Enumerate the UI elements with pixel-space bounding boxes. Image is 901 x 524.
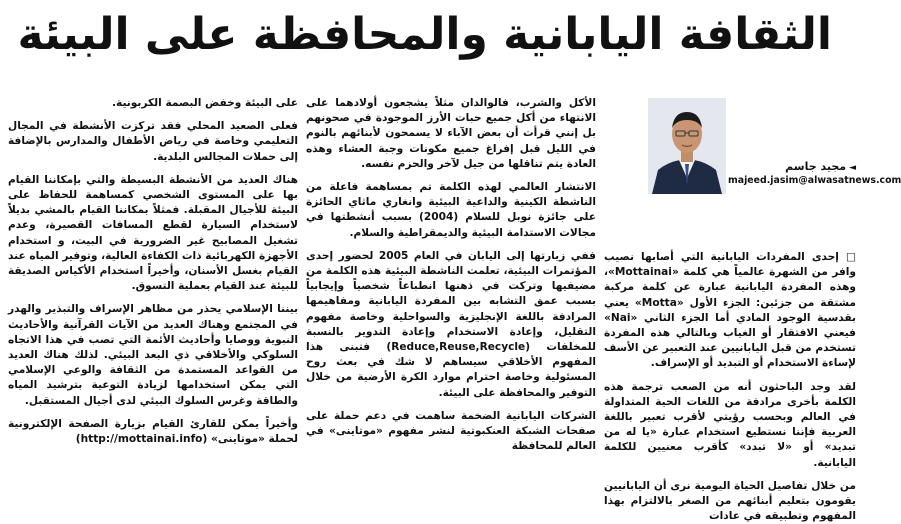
paragraph: هناك العديد من الأنشطة البسيطة والتي بإمكاننا القيام بها على المستوى الشخصي كمساهمة للحفاظ على البيئة للأجيال المقبلة. فمثلاً بمكاننا القيام بالمشي بديلاً لاستخدام السيارة لقطع المسافات القصيرة، وعدم تشغيل المصابيح غير الضرورية في البيت، و استخدام الأجهزة الكهربائية ذات الكفاءة العالية، وتوفير المياه عند القيام بغسل الأسنان، وأخيراً استخدام الأكياس الصديقة للبيئة عند القيام بعملية التسوق.	[8, 173, 298, 293]
author-photo	[648, 98, 726, 194]
article-column-right	[604, 250, 856, 523]
paragraph: □ إحدى المفردات اليابانية التي أصابها نصيب وافر من الشهرة عالمياً هي كلمة «Mottainai»، وهذه المفردة اليابانية عبارة عن كلمة مركبة مشتقة من جزئين: الجزء الأول «Motta» يعني بقدسية الوجود المادي أما الجزء الثاني «Nai» فيعني الافتقار أو الغياب وبالتالي هذه المفردة تستخدم من قبل اليابانيين عند التعبير عن الأسف لإساءة الاستخدام أو التبديد أو الإسراف.	[604, 251, 856, 370]
article-headline: الثقافة اليابانية والمحافظة على البيئة	[17, 9, 832, 60]
author-email[interactable]: majeed.jasim@alwasatnews.com	[728, 175, 901, 186]
article-column-left	[8, 96, 298, 446]
paragraph: ففي زيارتها إلى اليابان في العام 2005 لحضور إحدى المؤتمرات البيئية، تعلمت الناشطة البيئية هذه الكلمة من مضيفيها وتركت في ذهنها انطباعاً شخصياً وإيجابياً بسبب عمق التشابه بين المفردة اليابانية ومفاهيمها المرادفة باللغة الإنجليزية والسواحلية وخاصة مفهوم التقليل، وإعادة الاستخدام وإعادة التدوير بالنسبة للمخلفات (Reduce,Reuse,Recycle) فتبنى هذا المفهوم الأخلاقي سيساهم لا شك في بعث روح المسئولية وخاصة احترام موارد الكرة الأرضية من خلال التوفير والمحافظة على البيئة.	[306, 249, 596, 399]
paragraph: من خلال تفاصيل الحياة اليومية نرى أن اليابانيين يقومون بتعليم أبنائهم من الصغر بالالتزام بهذا المفهوم وتطبيقه في عادات	[604, 479, 856, 523]
bullet-triangle-icon: ◄	[849, 163, 856, 173]
paragraph: الشركات اليابانية الضخمة ساهمت في دعم حملة على صفحات الشبكة العنكبوتية لنشر مفهوم «موتاينى» في العالم للمحافظة	[306, 409, 596, 453]
paragraph: بيننا الإسلامي يحذر من مظاهر الإسراف والتبذير والهدر في المجتمع وهناك العديد من الآيات القرآنية والأحاديث النبوية ووصايا وأحاديث الأئمة التي تصب في هذا الاتجاه السلوكي والأخلاقي ذي البعد البيئي. لذلك هناك العديد من القواعد المستمدة من الثقافة والوعي الإسلامي التي يمكن استخدامها لزيادة التوعية بترشيد المياه والطاقة وغرس السلوك البيئي لدى أجيال المستقبل.	[8, 303, 298, 407]
paragraph: الانتشار العالمي لهذه الكلمة تم بمساهمة فاعلة من الناشطة الكينية والداعية البيئية وانغاري ماثاي الحائزة على جائزة نوبل للسلام (2004) بسبب أنشطتها في مجالات الاستدامة البيئية والديمقراطية والسلام.	[306, 181, 596, 239]
paragraph: فعلى الصعيد المحلي فقد تركزت الأنشطة في المجال التعليمي وخاصة في رياض الأطفال والمدارس بالإضافة إلى حملات المجالس البلدية.	[8, 120, 298, 163]
author-name	[728, 160, 856, 175]
author-box	[646, 98, 901, 248]
author-name-text: مجيد جاسم	[785, 160, 847, 173]
paragraph: لقد وجد الباحثون أنه من الصعب ترجمة هذه الكلمة بأخرى مرادفة من اللغات الحية المتداولة في العالم وبحسب رؤيتي لأقرب تعبير باللغة العربية فإننا نستطيع استخدام عبارة «يا له من تبديد» أو «لا تبدد» كأقرب معنيين للكلمة اليابانية.	[604, 380, 856, 469]
paragraph: وأخيراً يمكن للقارئ القيام بزيارة الصفحة الإلكترونية لحملة «موتاينى» (http://mottainai.info)	[8, 417, 298, 446]
paragraph: على البيئة وخفض البصمة الكربونية.	[112, 97, 298, 109]
article-column-middle	[306, 96, 596, 453]
paragraph: الأكل والشرب، فالوالدان مثلاً يشجعون أولادهما على الانتهاء من أكل جميع حبات الأرز الموجودة في صحونهم بل إنني قرأت أن بعض الآباء لا يسمحون لأبنائهم بالنوم في الليل قبل إفراغ جميع مكونات وجبة العشاء وهذه العادة يتم تناقلها من جيل لآخر والحزم نفسه.	[306, 97, 596, 170]
